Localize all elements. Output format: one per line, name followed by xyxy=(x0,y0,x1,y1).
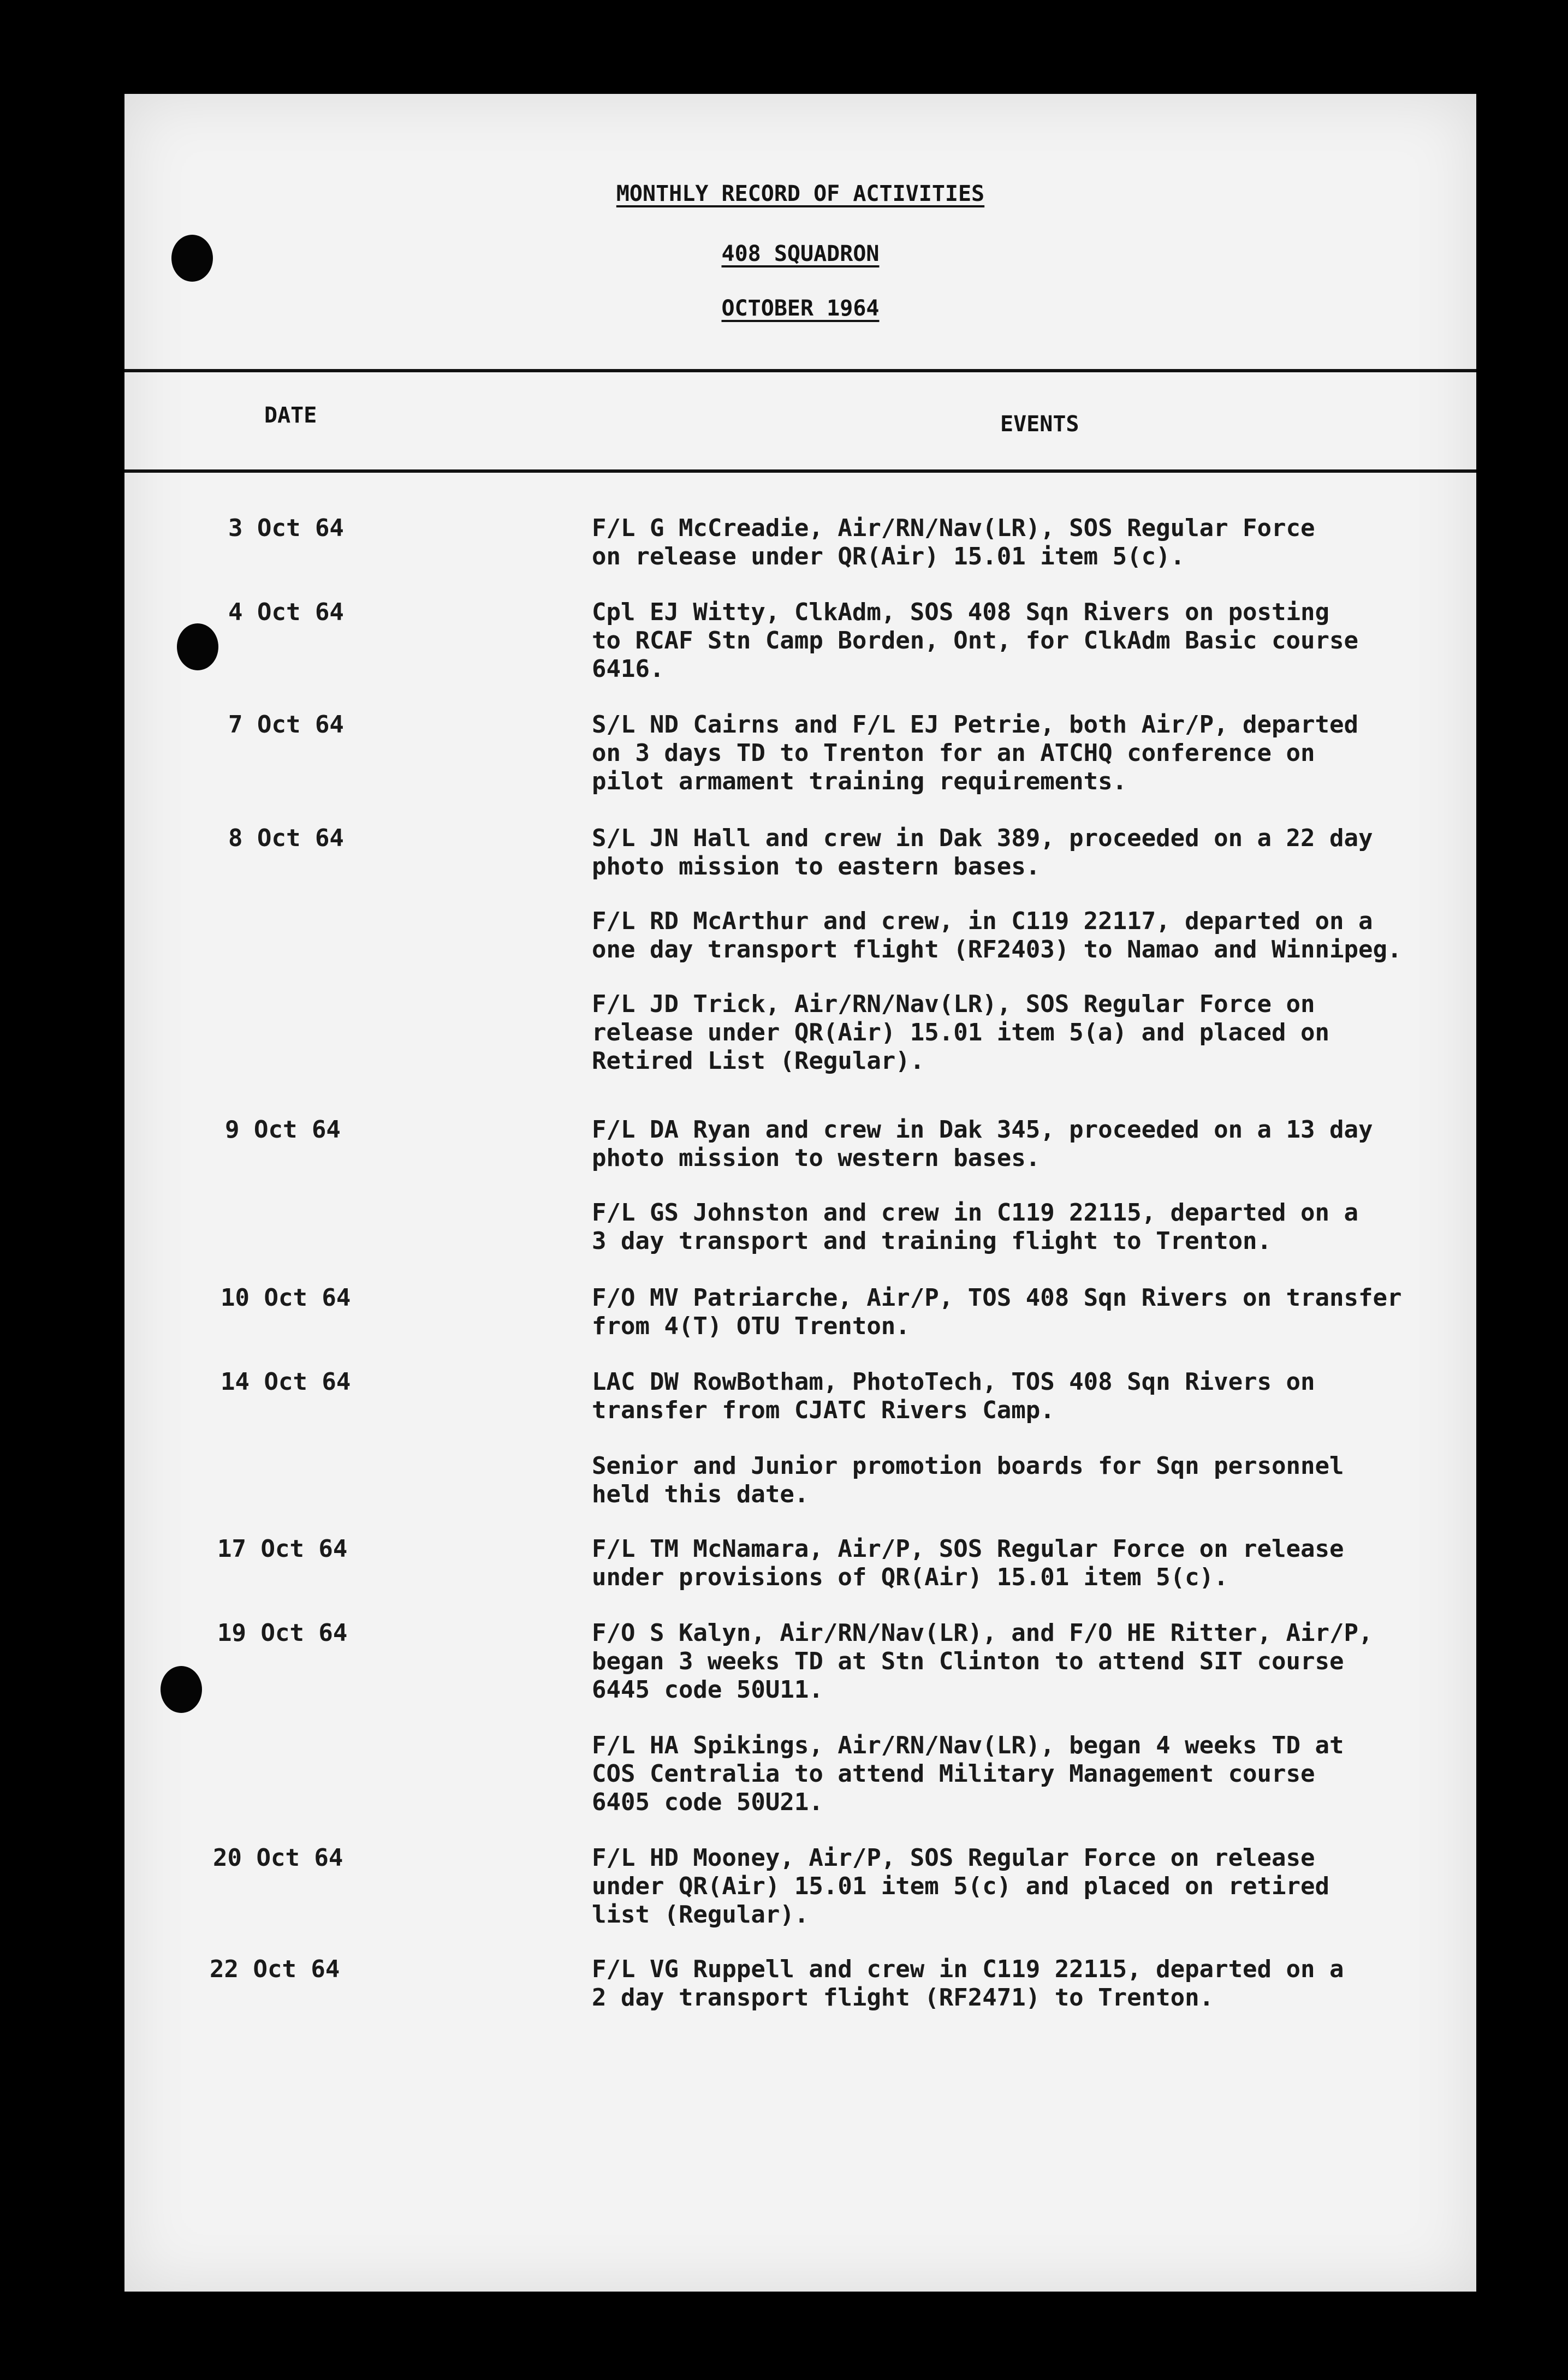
entry-date: 3 Oct 64 xyxy=(228,514,344,542)
entry-date: 14 Oct 64 xyxy=(221,1368,351,1396)
entry-text: F/L JD Trick, Air/RN/Nav(LR), SOS Regular Force on release under QR(Air) 15.01 item 5(a) and placed on Retired List (Regular). xyxy=(592,990,1330,1075)
entry-text: F/L HA Spikings, Air/RN/Nav(LR), began 4 weeks TD at COS Centralia to attend Military Management course 6405 code 50U21. xyxy=(592,1732,1344,1816)
entry-text: F/L GS Johnston and crew in C119 22115, departed on a 3 day transport and training flight to Trenton. xyxy=(592,1199,1358,1255)
document-title: MONTHLY RECORD OF ACTIVITIES xyxy=(616,181,985,206)
entry-text: S/L JN Hall and crew in Dak 389, proceeded on a 22 day photo mission to eastern bases. xyxy=(592,824,1373,880)
header-rule-top xyxy=(124,369,1476,372)
unit-name: 408 SQUADRON xyxy=(721,241,880,266)
entry-date: 20 Oct 64 xyxy=(213,1844,343,1872)
entry-date: 10 Oct 64 xyxy=(221,1284,351,1312)
entry-date: 17 Oct 64 xyxy=(217,1535,348,1563)
entry-text: F/L HD Mooney, Air/P, SOS Regular Force on release under QR(Air) 15.01 item 5(c) and placed on retired list (Regular). xyxy=(592,1844,1330,1929)
entry-text: S/L ND Cairns and F/L EJ Petrie, both Air/P, departed on 3 days TD to Trenton for an ATCHQ conference on pilot armament training requirements. xyxy=(592,711,1358,795)
entry-date: 22 Oct 64 xyxy=(210,1955,340,1983)
document-page xyxy=(124,94,1476,2292)
report-period: OCTOBER 1964 xyxy=(721,296,880,321)
entry-date: 9 Oct 64 xyxy=(225,1116,341,1144)
entry-text: F/L RD McArthur and crew, in C119 22117, departed on a one day transport flight (RF2403) to Namao and Winnipeg. xyxy=(592,907,1402,963)
entry-date: 8 Oct 64 xyxy=(228,824,344,852)
entry-text: F/L DA Ryan and crew in Dak 345, proceeded on a 13 day photo mission to western bases. xyxy=(592,1116,1373,1172)
entry-text: F/L TM McNamara, Air/P, SOS Regular Force on release under provisions of QR(Air) 15.01 item 5(c). xyxy=(592,1535,1344,1591)
punch-hole xyxy=(161,1666,202,1713)
events-column-header: EVENTS xyxy=(1000,412,1079,437)
entry-date: 19 Oct 64 xyxy=(217,1619,348,1647)
date-column-header: DATE xyxy=(264,403,317,428)
entry-text: F/L G McCreadie, Air/RN/Nav(LR), SOS Regular Force on release under QR(Air) 15.01 item 5(c). xyxy=(592,514,1315,570)
header-rule-bottom xyxy=(124,469,1476,473)
entry-text: F/L VG Ruppell and crew in C119 22115, departed on a 2 day transport flight (RF2471) to Trenton. xyxy=(592,1955,1344,2012)
entry-text: F/O S Kalyn, Air/RN/Nav(LR), and F/O HE Ritter, Air/P, began 3 weeks TD at Stn Clinton to attend SIT course 6445 code 50U11. xyxy=(592,1619,1373,1704)
entry-text: Cpl EJ Witty, ClkAdm, SOS 408 Sqn Rivers on posting to RCAF Stn Camp Borden, Ont, for ClkAdm Basic course 6416. xyxy=(592,598,1358,683)
entry-text: F/O MV Patriarche, Air/P, TOS 408 Sqn Rivers on transfer from 4(T) OTU Trenton. xyxy=(592,1284,1402,1340)
entry-text: Senior and Junior promotion boards for Sqn personnel held this date. xyxy=(592,1452,1344,1508)
entry-date: 7 Oct 64 xyxy=(228,711,344,739)
entry-date: 4 Oct 64 xyxy=(228,598,344,626)
entry-text: LAC DW RowBotham, PhotoTech, TOS 408 Sqn Rivers on transfer from CJATC Rivers Camp. xyxy=(592,1368,1315,1424)
punch-hole xyxy=(177,623,218,670)
